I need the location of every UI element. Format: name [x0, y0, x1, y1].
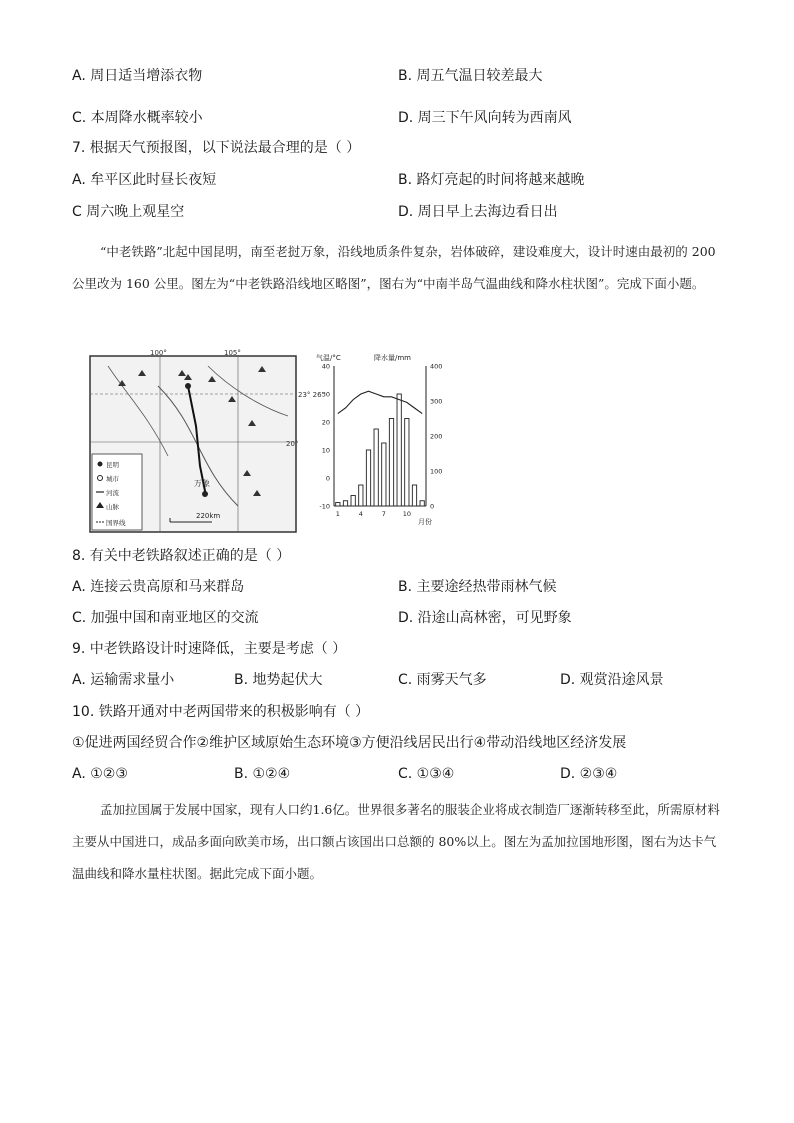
q7-option-c: C 周六晚上观星空	[72, 204, 185, 220]
q9-stem: 9. 中老铁路设计时速降低，主要是考虑（ ）	[72, 641, 347, 657]
chart-x-tick: 10	[402, 510, 411, 518]
q6-option-b: B. 周五气温日较差最大	[398, 68, 543, 84]
chart-precip-bar	[405, 419, 409, 507]
map-lat-tropic: 23° 26'	[298, 391, 324, 399]
chart-right-axis-label: 降水量/mm	[374, 354, 411, 362]
railway-map	[90, 349, 324, 532]
legend-border: 国界线	[106, 519, 126, 527]
q10-option-b: B. ①②④	[234, 766, 291, 782]
chart-temp-tick: 20	[321, 418, 330, 427]
q10-option-a: A. ①②③	[72, 766, 128, 782]
chart-precip-bar	[420, 501, 424, 506]
q8-stem: 8. 有关中老铁路叙述正确的是（ ）	[72, 548, 291, 564]
map-lon-105: 105°	[224, 349, 241, 357]
chart-temp-tick: 0	[325, 474, 330, 483]
passage-bangladesh: 孟加拉国属于发展中国家，现有人口约1.6亿。世界很多著名的服装企业将成衣制造厂逐渐转移至此，所需原材料主要从中国进口，成品多面向欧美市场，出口额占该国出口总额的 80%以上。图左为孟加拉国地形图，图右为达卡气温曲线和降水量柱状图。据此完成下面小题。	[72, 802, 720, 881]
q10-stem: 10. 铁路开通对中老两国带来的积极影响有（ ）	[72, 704, 370, 720]
chart-precip-tick: 200	[430, 432, 443, 441]
legend-city: 城市	[106, 475, 119, 483]
q8-option-a: A. 连接云贵高原和马来群岛	[72, 579, 245, 595]
q9-option-d: D. 观赏沿途风景	[560, 672, 664, 688]
q9-option-c: C. 雨雾天气多	[398, 672, 487, 688]
q10-option-c: C. ①③④	[398, 766, 455, 782]
q10-option-d: D. ②③④	[560, 766, 618, 782]
q7-option-d: D. 周日早上去海边看日出	[398, 204, 558, 220]
q8-option-b: B. 主要途经热带雨林气候	[398, 579, 557, 595]
legend-river: 河流	[106, 489, 119, 497]
figure-railway-map-and-climate	[88, 346, 468, 536]
chart-precip-bar	[382, 443, 386, 506]
q7-stem: 7. 根据天气预报图，以下说法最合理的是（ ）	[72, 140, 361, 156]
chart-precip-tick: 300	[430, 397, 443, 406]
chart-x-tick: 7	[381, 510, 386, 518]
map-city-vientiane: 万象	[194, 479, 210, 488]
chart-precip-tick: 0	[430, 502, 435, 511]
map-scale: 220km	[196, 512, 221, 520]
chart-temp-tick: 40	[321, 362, 330, 371]
climate-chart	[316, 353, 442, 526]
chart-precip-bar	[397, 394, 401, 506]
chart-x-tick: 4	[358, 510, 363, 518]
figure-svg	[88, 346, 468, 536]
chart-precip-bar	[343, 501, 347, 506]
passage-china-laos-railway: “中老铁路”北起中国昆明，南至老挝万象，沿线地质条件复杂，岩体破碎，建设难度大，设计时速由最初的 200 公里改为 160 公里。图左为“中老铁路沿线地区略图”，图右为“中南半岛气温曲线和降水柱状图”。完成下面小题。	[72, 244, 716, 291]
chart-temp-tick: 10	[321, 446, 330, 455]
q7-option-a: A. 牟平区此时昼长夜短	[72, 172, 217, 188]
q6-option-d: D. 周三下午风向转为西南风	[398, 110, 572, 126]
chart-precip-bar	[374, 429, 378, 506]
chart-temp-tick: -10	[319, 502, 330, 511]
legend-kunming: 昆明	[106, 461, 119, 469]
chart-precip-bar	[359, 485, 363, 506]
q6-option-a: A. 周日适当增添衣物	[72, 68, 203, 84]
map-lat-20: 20°	[286, 440, 299, 448]
chart-temp-tick: 30	[321, 390, 330, 399]
chart-precip-bar	[366, 450, 370, 506]
q8-option-d: D. 沿途山高林密，可见野象	[398, 610, 572, 626]
map-lon-100: 100°	[150, 349, 167, 357]
chart-x-label: 月份	[418, 518, 432, 526]
chart-precip-tick: 400	[430, 362, 443, 371]
chart-x-tick: 1	[335, 510, 340, 518]
chart-precip-bar	[351, 496, 355, 507]
chart-precip-tick: 100	[430, 467, 443, 476]
q7-option-b: B. 路灯亮起的时间将越来越晚	[398, 172, 585, 188]
q6-option-c: C. 本周降水概率较小	[72, 110, 203, 126]
legend-mountain: 山脉	[106, 503, 119, 511]
q9-option-a: A. 运输需求量小	[72, 672, 175, 688]
chart-left-axis-label: 气温/°C	[316, 354, 341, 362]
q8-option-c: C. 加强中国和南亚地区的交流	[72, 610, 259, 626]
q10-items: ①促进两国经贸合作②维护区域原始生态环境③方便沿线居民出行④带动沿线地区经济发展	[72, 735, 627, 751]
chart-precip-bar	[412, 485, 416, 506]
q9-option-b: B. 地势起伏大	[234, 672, 323, 688]
chart-precip-bar	[336, 503, 340, 507]
chart-precip-bar	[389, 419, 393, 507]
chart-temp-line	[338, 391, 422, 413]
